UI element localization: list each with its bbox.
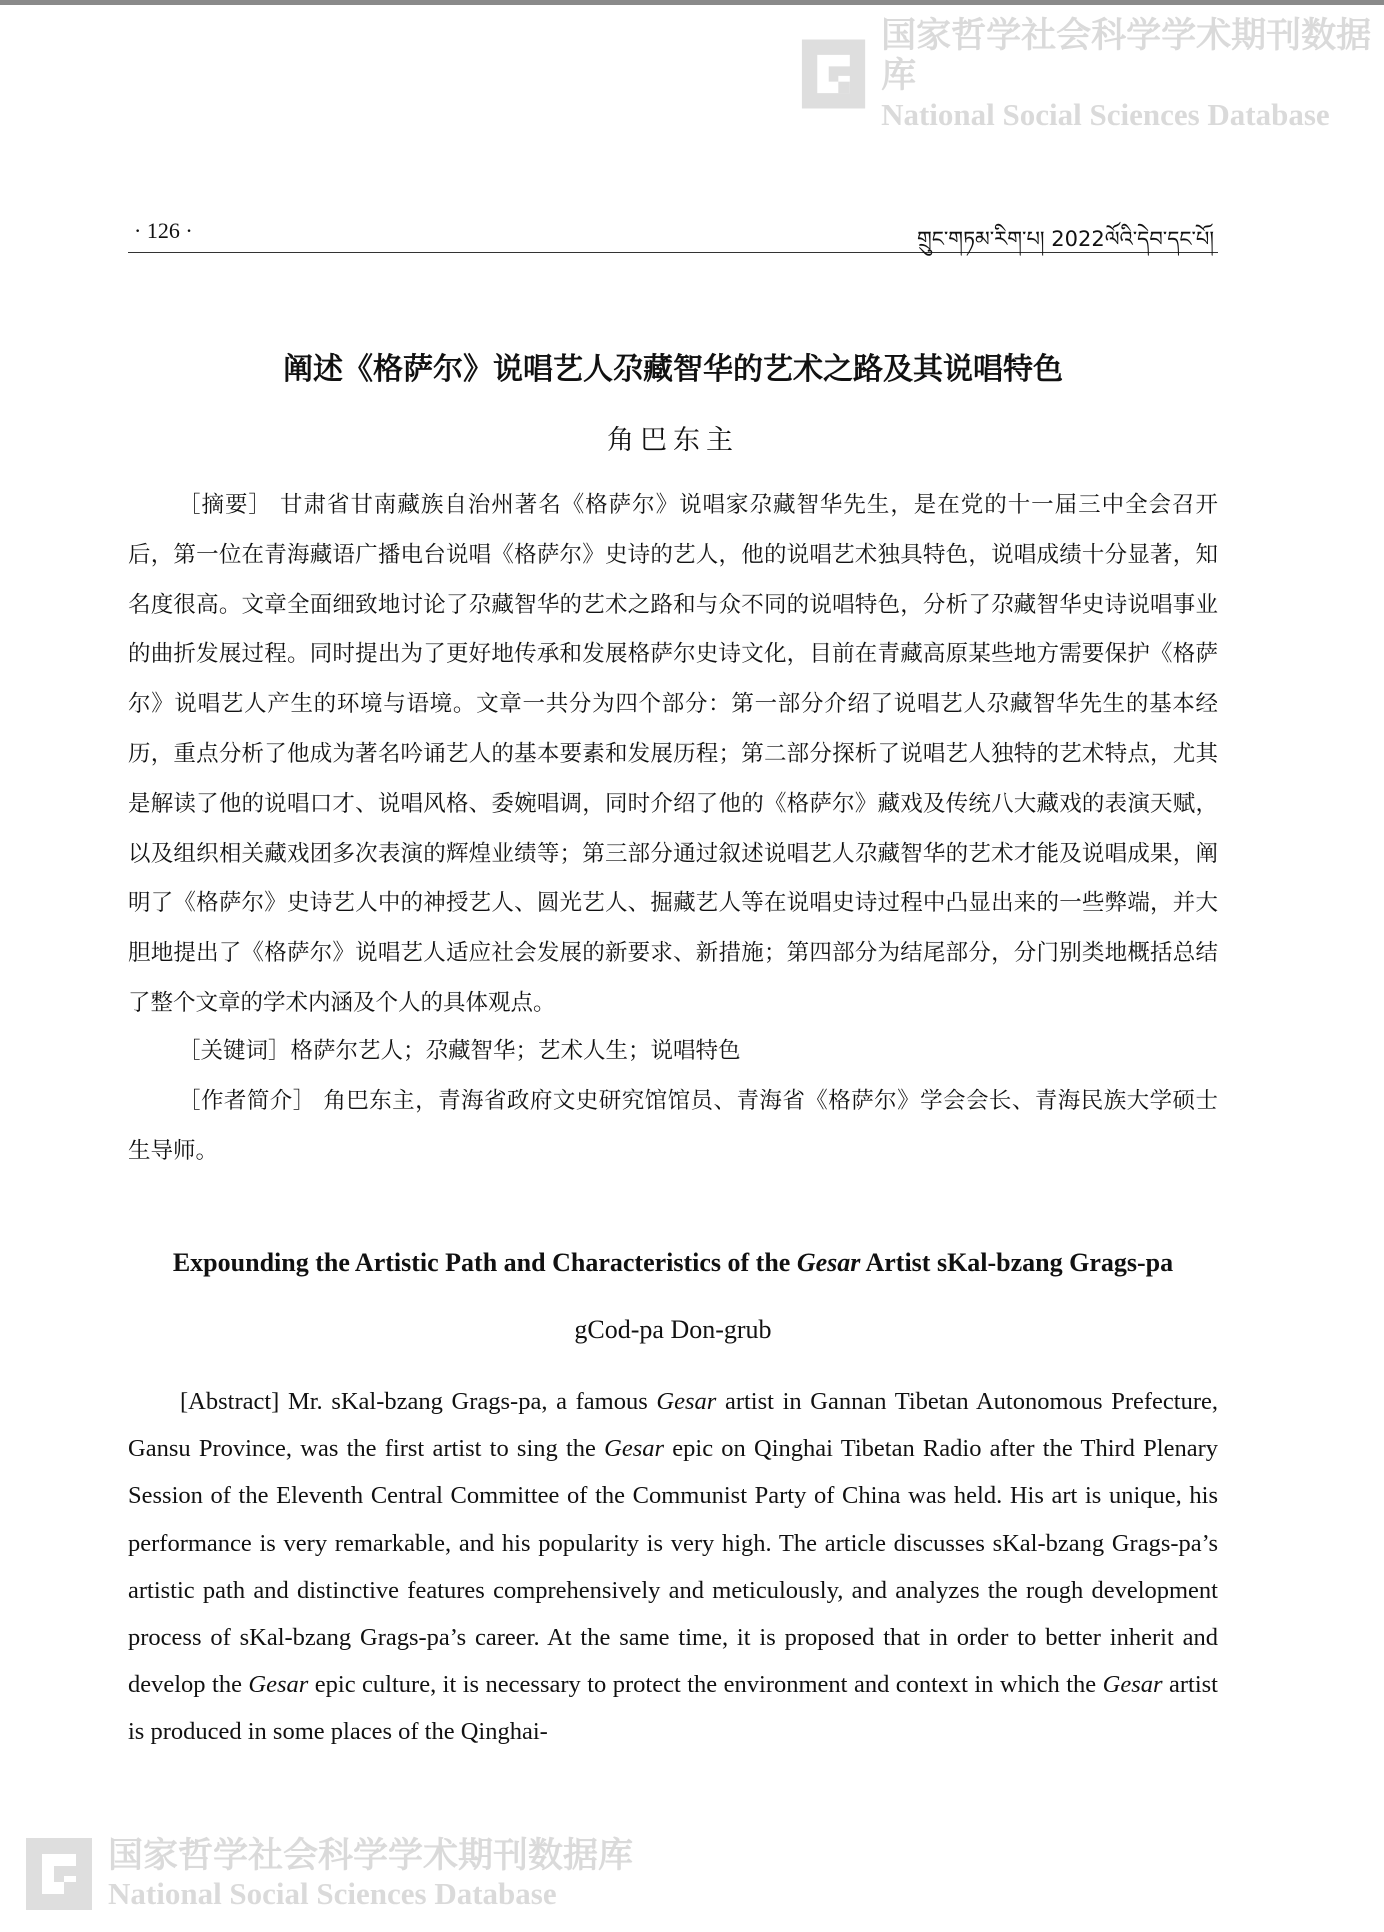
- database-logo-icon: [800, 36, 867, 112]
- watermark-top: [800, 16, 1384, 132]
- abstract-en-italic3: Gesar: [248, 1671, 309, 1699]
- article-title-en: [128, 1248, 1218, 1278]
- abstract-en: [128, 1378, 1218, 1756]
- watermark-en-text: National Social Sciences Database: [881, 96, 1330, 132]
- abstract-en-seg4: epic culture, it is necessary to protect the environment and context in which the: [308, 1671, 1103, 1699]
- page-number: · 126 ·: [134, 218, 193, 243]
- article-title-cn: 阐述《格萨尔》说唱艺人尕藏智华的艺术之路及其说唱特色: [283, 352, 1063, 387]
- abstract-en-seg2: artist in Gannan Tibetan Autonomous Prefecture, Gansu Province, was the first artist to sing the: [128, 1388, 1218, 1463]
- title-en-part2: Artist sKal-bzang Grags-pa: [860, 1248, 1174, 1277]
- abstract-en-seg1: [Abstract] Mr. sKal-bzang Grags-pa, a famous: [180, 1388, 657, 1415]
- abstract-en-seg3: epic on Qinghai Tibetan Radio after the Third Plenary Session of the Eleventh Central Committee of the Communist Party of China was held. His art is unique, his performance is very remarkable, and his popularity is very high. The article discusses sKal-bzang Grags-pa’s artistic path and distinctive features comprehensively and meticulously, and analyzes the rough development process of sKal-bzang Grags-pa’s career. At the same time, it is proposed that in order to better inherit and develop the: [128, 1435, 1218, 1699]
- author-en: gCod-pa Don-grub: [574, 1315, 772, 1344]
- watermark-cn-text: 国家哲学社会科学学术期刊数据库: [881, 16, 1372, 97]
- watermark-bottom: [24, 1836, 633, 1912]
- author-cn: 角巴东主: [607, 425, 739, 456]
- watermark-cn-text: 国家哲学社会科学学术期刊数据库: [108, 1836, 634, 1877]
- abstract-en-italic1: Gesar: [656, 1388, 717, 1415]
- abstract-cn: ［摘要］ 甘肃省甘南藏族自治州著名《格萨尔》说唱家尕藏智华先生，是在党的十一届三中全会召开后，第一位在青海藏语广播电台说唱《格萨尔》史诗的艺人，他的说唱艺术独具特色，说唱成绩十分显著，知名度很高。文章全面细致地讨论了尕藏智华的艺术之路和与众不同的说唱特色，分析了尕藏智华史诗说唱事业的曲折发展过程。同时提出为了更好地传承和发展格萨尔史诗文化，目前在青藏高原某些地方需要保护《格萨尔》说唱艺人产生的环境与语境。文章一共分为四个部分：第一部分介绍了说唱艺人尕藏智华先生的基本经历，重点分析了他成为著名吟诵艺人的基本要素和发展历程；第二部分探析了说唱艺人独特的艺术特点，尤其是解读了他的说唱口才、说唱风格、委婉唱调，同时介绍了他的《格萨尔》藏戏及传统八大藏戏的表演天赋，以及组织相关藏戏团多次表演的辉煌业绩等；第三部分通过叙述说唱艺人尕藏智华的艺术才能及说唱成果，阐明了《格萨尔》史诗艺人中的神授艺人、圆光艺人、掘藏艺人等在说唱史诗过程中凸显出来的一些弊端，并大胆地提出了《格萨尔》说唱艺人适应社会发展的新要求、新措施；第四部分为结尾部分，分门别类地概括总结了整个文章的学术内涵及个人的具体观点。: [128, 492, 1218, 1016]
- abstract-en-italic4: Gesar: [1102, 1671, 1163, 1699]
- abstract-en-italic2: Gesar: [604, 1435, 665, 1463]
- author-bio-cn: ［作者简介］ 角巴东主，青海省政府文史研究馆馆员、青海省《格萨尔》学会会长、青海民族大学硕士生导师。: [128, 1088, 1218, 1164]
- abstract-en-seg5: artist is produced in some places of the Qinghai-: [128, 1671, 1218, 1746]
- journal-name: གྲུང་གཏམ་རིག་པ། 2022ལོའི་དེབ་དང་པོ།: [917, 227, 1214, 251]
- title-en-italic: Gesar: [796, 1248, 861, 1277]
- keywords-cn: ［关键词］格萨尔艺人；尕藏智华；艺术人生；说唱特色: [178, 1038, 741, 1064]
- watermark-en-text: National Social Sciences Database: [108, 1876, 557, 1912]
- database-logo-icon: [24, 1836, 94, 1912]
- running-header: [128, 212, 1218, 253]
- title-en-part1: Expounding the Artistic Path and Characteristics of the: [172, 1248, 797, 1277]
- top-border: [0, 0, 1384, 5]
